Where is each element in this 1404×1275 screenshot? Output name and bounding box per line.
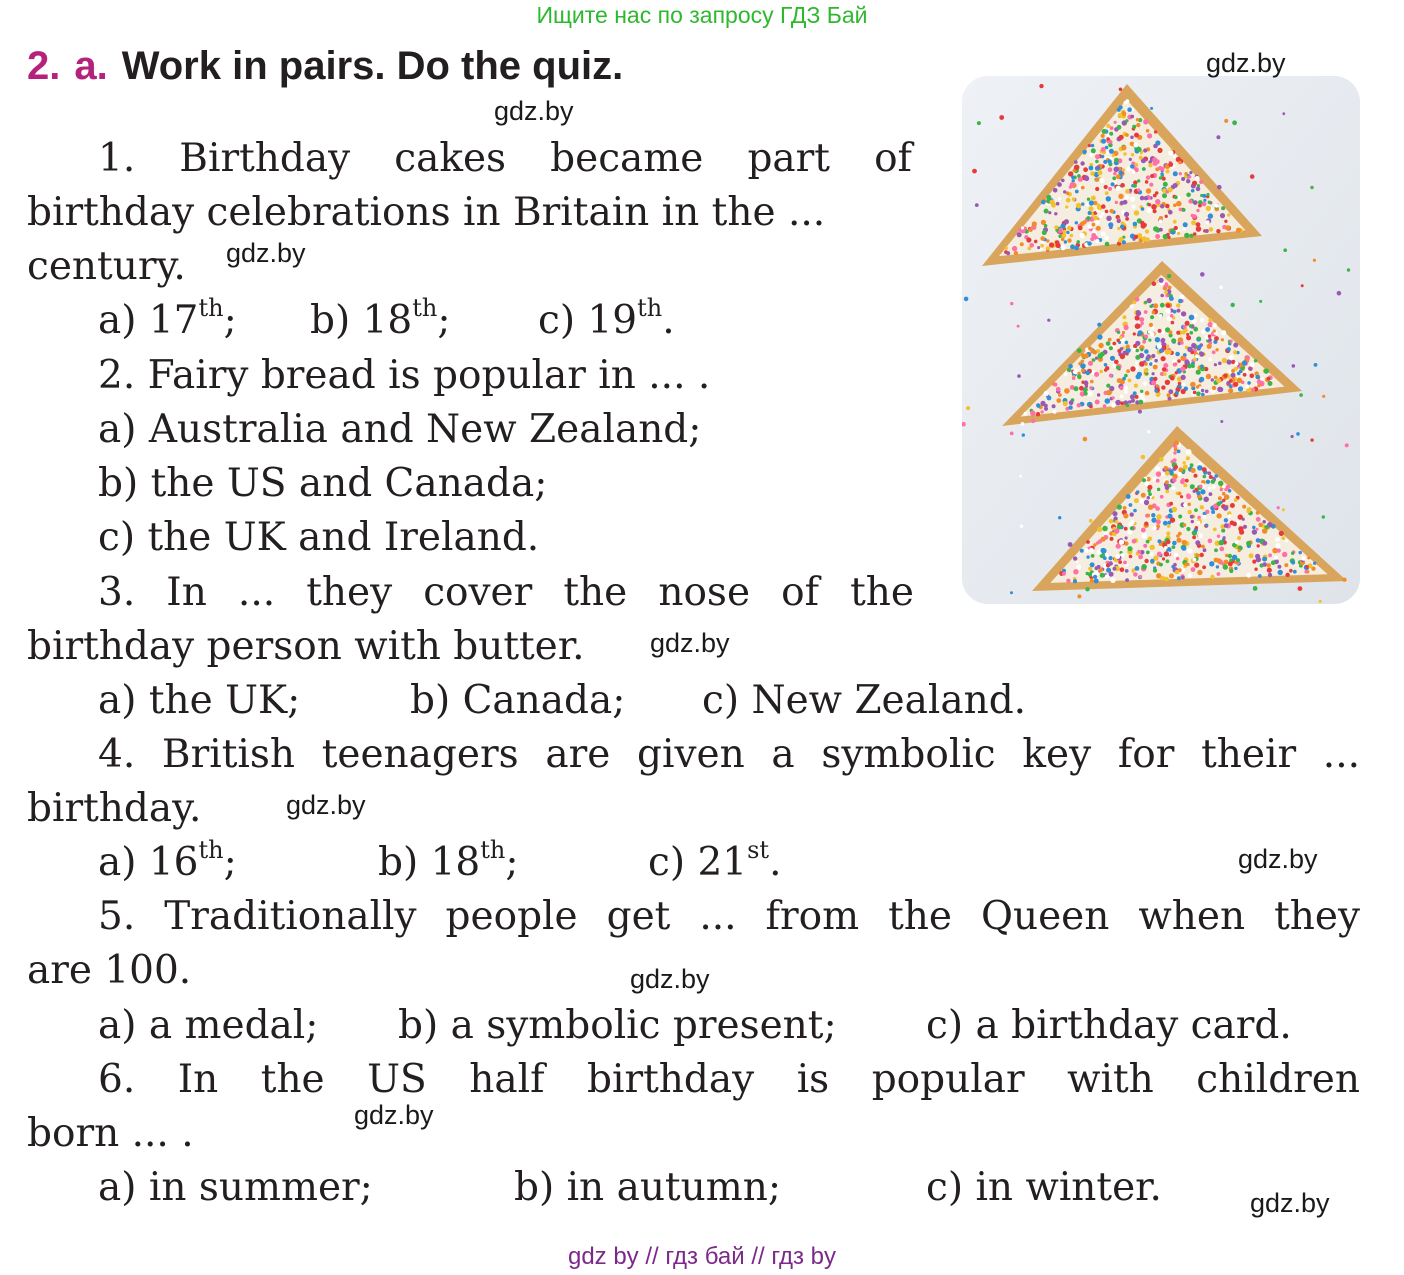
q2-option-c: c) the UK and Ireland. — [98, 515, 540, 560]
q1-option-a: a) 17th; — [98, 294, 237, 343]
q4-option-c: c) 21st. — [648, 836, 782, 885]
q6-option-a: a) in summer; — [98, 1165, 373, 1210]
header-search-link[interactable]: Ищите нас по запросу ГДЗ Бай — [536, 2, 868, 28]
footer-links[interactable]: gdz by // гдз бай // гдз by — [567, 1243, 837, 1270]
watermark: gdz.by — [630, 964, 710, 994]
question-4-line-2: birthday. — [27, 786, 202, 831]
watermark: gdz.by — [1206, 48, 1286, 78]
question-6-line-2: born ... . — [27, 1111, 194, 1156]
question-1-line-3: century. — [27, 244, 186, 289]
q1-option-b: b) 18th; — [310, 294, 451, 343]
q2-option-b: b) the US and Canada; — [98, 461, 548, 506]
watermark: gdz.by — [1238, 844, 1318, 874]
question-3-line-1: 3. In ... they cover the nose of the — [98, 570, 914, 615]
q3-option-c: c) New Zealand. — [702, 678, 1027, 723]
q5-option-c: c) a birthday card. — [926, 1003, 1292, 1048]
watermark: gdz.by — [650, 628, 730, 658]
question-3-line-2: birthday person with butter. — [27, 624, 585, 669]
question-5-line-2: are 100. — [27, 948, 192, 993]
fairy-bread-photo — [962, 76, 1360, 604]
q6-option-c: c) in winter. — [926, 1165, 1162, 1210]
question-6-line-1: 6. In the US half birthday is popular with children — [98, 1057, 1360, 1102]
q4-option-a: a) 16th; — [98, 836, 237, 885]
question-1-line-2: birthday celebrations in Britain in the ... — [27, 190, 826, 235]
q3-option-b: b) Canada; — [410, 678, 626, 723]
question-5-line-1: 5. Traditionally people get ... from the Queen when they — [98, 894, 1360, 939]
watermark: gdz.by — [494, 96, 574, 126]
q3-option-a: a) the UK; — [98, 678, 301, 723]
q4-option-b: b) 18th; — [378, 836, 519, 885]
watermark: gdz.by — [354, 1100, 434, 1130]
question-4-line-1: 4. British teenagers are given a symbolic key for their ... — [98, 732, 1360, 777]
exercise-letter: a. — [74, 44, 108, 88]
watermark: gdz.by — [1250, 1188, 1330, 1218]
q1-option-c: c) 19th. — [538, 294, 675, 343]
question-1-line-1: 1. Birthday cakes became part of — [98, 136, 912, 181]
watermark: gdz.by — [226, 238, 306, 268]
q2-option-a: a) Australia and New Zealand; — [98, 407, 702, 452]
exercise-number: 2. — [27, 44, 61, 88]
exercise-instruction: Work in pairs. Do the quiz. — [121, 44, 624, 88]
exercise-heading — [27, 44, 623, 89]
question-2-line-1: 2. Fairy bread is popular in ... . — [98, 353, 711, 398]
q6-option-b: b) in autumn; — [514, 1165, 781, 1210]
q5-option-a: a) a medal; — [98, 1003, 319, 1048]
watermark: gdz.by — [286, 790, 366, 820]
q5-option-b: b) a symbolic present; — [398, 1003, 837, 1048]
